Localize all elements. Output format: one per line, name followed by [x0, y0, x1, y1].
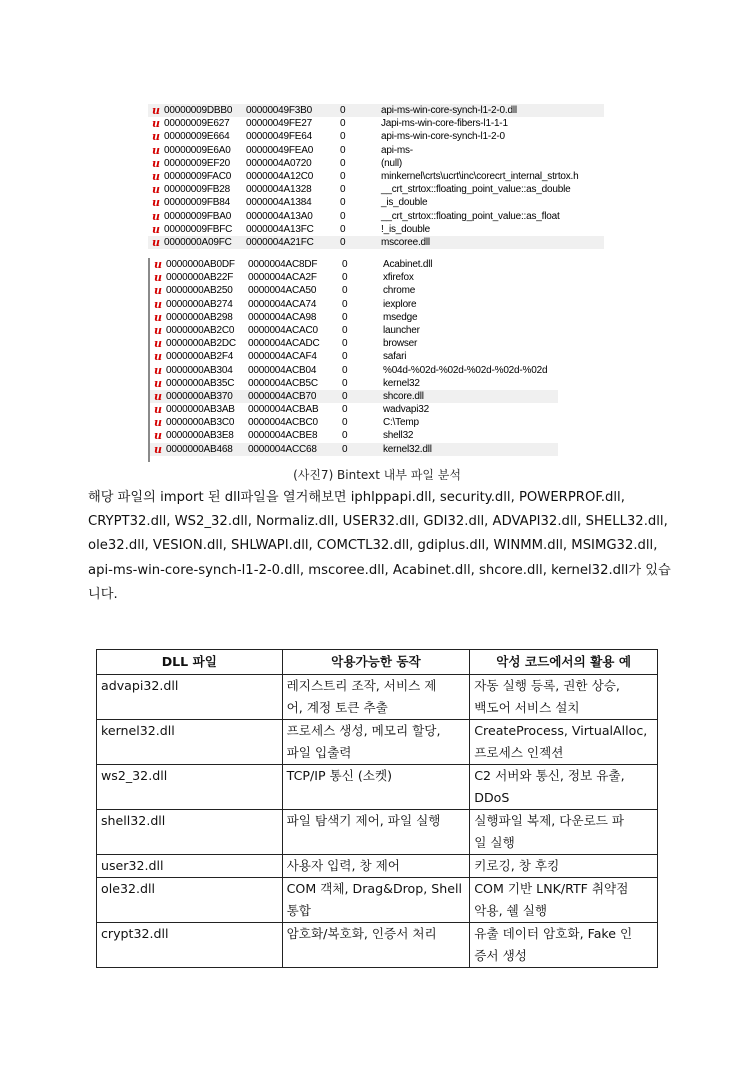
file-offset: 0000000AB2C0	[166, 324, 235, 336]
file-offset: 00000009E6A0	[164, 144, 231, 156]
string-text: api-ms-win-core-synch-l1-2-0	[381, 131, 505, 143]
table-row	[97, 923, 658, 968]
memory-offset: 00000049FE27	[246, 118, 312, 130]
dll-name-cell	[97, 810, 283, 855]
string-text: wadvapi32	[383, 404, 430, 416]
file-offset: 0000000AB298	[166, 311, 233, 323]
memory-offset: 0000004A12C0	[246, 170, 314, 182]
cell-line: 유출 데이터 암호화, Fake 인	[474, 926, 633, 941]
string-row	[148, 157, 604, 170]
string-text: _is_double	[381, 197, 428, 209]
malware-usage-cell	[470, 720, 658, 765]
string-text: safari	[383, 351, 407, 363]
string-row	[148, 183, 604, 196]
string-text: browser	[383, 338, 418, 350]
table-row	[97, 765, 658, 810]
unicode-type-icon: u	[154, 442, 162, 456]
file-offset: 0000000AB3C0	[166, 417, 235, 429]
cell-line: 프로세스 생성, 메모리 할당,	[286, 723, 441, 738]
string-text: shell32	[383, 430, 414, 442]
cell-line: 백도어 서비스 설치	[474, 700, 580, 715]
string-text: kernel32.dll	[383, 443, 432, 455]
cell-line: 파일 탐색기 제어, 파일 실행	[286, 813, 441, 828]
memory-offset: 0000004A13FC	[246, 223, 314, 235]
unicode-type-icon: u	[154, 310, 162, 324]
string-row	[148, 130, 604, 143]
cell-line: user32.dll	[101, 858, 164, 873]
string-text: %04d-%02d-%02d-%02d-%02d-%02d	[383, 364, 548, 376]
memory-offset: 0000004ACBE8	[248, 430, 318, 442]
dll-table	[96, 649, 658, 968]
unicode-type-icon: u	[154, 350, 162, 364]
abusable-action-cell	[282, 855, 470, 878]
unicode-type-icon: u	[154, 258, 162, 271]
malware-usage-cell	[470, 855, 658, 878]
memory-offset: 00000049FEA0	[246, 144, 314, 156]
cell-line: crypt32.dll	[101, 926, 169, 941]
unicode-type-icon: u	[152, 117, 160, 131]
file-offset: 00000009FB84	[164, 197, 230, 209]
dll-name-cell	[97, 878, 283, 923]
string-text: msedge	[383, 311, 418, 323]
string-text: !_is_double	[381, 223, 430, 235]
string-row	[150, 284, 558, 297]
file-offset: 0000000AB304	[166, 364, 233, 376]
file-offset: 00000009DBB0	[164, 105, 233, 116]
string-row	[150, 443, 558, 456]
cell-line: 암호화/복호화, 인증서 처리	[286, 926, 437, 941]
string-text: minkernel\crts\ucrt\inc\corecrt_internal_strtox.h	[381, 170, 579, 182]
abusable-action-cell	[282, 720, 470, 765]
dll-name-cell	[97, 720, 283, 765]
file-offset: 0000000A09FC	[164, 236, 232, 248]
string-text: __crt_strtox::floating_point_value::as_double	[381, 184, 571, 196]
abusable-action-cell	[282, 810, 470, 855]
string-id: 0	[340, 157, 346, 169]
memory-offset: 0000004ACA98	[248, 311, 317, 323]
cell-line: 사용자 입력, 창 제어	[286, 858, 400, 873]
cell-line: COM 기반 LNK/RTF 취약점	[474, 881, 629, 896]
cell-line: shell32.dll	[101, 813, 166, 828]
unicode-type-icon: u	[152, 104, 160, 117]
table-header-row	[97, 650, 658, 675]
cell-line: 증서 생성	[474, 948, 527, 963]
paragraph-line: 해당 파일의 import 된 dll파일을 열거해보면 iphlppapi.dll, security.dll, POWERPROF.dll,	[88, 490, 625, 505]
unicode-type-icon: u	[154, 376, 162, 390]
cell-line: 실행파일 복제, 다운로드 파	[474, 813, 625, 828]
string-id: 0	[340, 144, 346, 156]
cell-line: kernel32.dll	[101, 723, 175, 738]
unicode-type-icon: u	[152, 196, 160, 210]
cell-line: advapi32.dll	[101, 678, 179, 693]
unicode-type-icon: u	[154, 416, 162, 430]
abusable-action-cell	[282, 878, 470, 923]
paragraph-line: 니다.	[88, 586, 118, 602]
memory-offset: 0000004ACB04	[248, 364, 317, 376]
unicode-type-icon: u	[152, 183, 160, 197]
memory-offset: 0000004ACBAB	[248, 404, 319, 416]
cell-line: 일 실행	[474, 835, 515, 850]
cell-line: 어, 계정 토큰 추출	[286, 700, 388, 715]
header-abusable-action: 악용가능한 동작	[282, 650, 470, 675]
string-text: kernel32	[383, 377, 420, 389]
malware-usage-cell	[470, 923, 658, 968]
file-offset: 00000009E664	[164, 131, 230, 143]
string-row	[148, 144, 604, 157]
unicode-type-icon: u	[154, 337, 162, 351]
unicode-type-icon: u	[152, 222, 160, 236]
cell-line: CreateProcess, VirtualAlloc,	[474, 723, 648, 738]
string-id: 0	[342, 390, 348, 402]
string-row	[150, 416, 558, 429]
cell-line: 프로세스 인젝션	[474, 745, 564, 760]
file-offset: 0000000AB274	[166, 298, 233, 310]
cell-line: 파일 입출력	[286, 745, 352, 760]
string-text: shcore.dll	[383, 390, 424, 402]
unicode-type-icon: u	[152, 235, 160, 249]
file-offset: 00000009E627	[164, 118, 230, 130]
file-offset: 0000000AB468	[166, 443, 233, 455]
abusable-action-cell	[282, 923, 470, 968]
string-row	[150, 403, 558, 416]
memory-offset: 0000004AC8DF	[248, 259, 318, 270]
string-id: 0	[340, 197, 346, 209]
memory-offset: 0000004ACAC0	[248, 324, 318, 336]
string-row	[148, 210, 604, 223]
string-id: 0	[340, 105, 346, 116]
unicode-type-icon: u	[154, 284, 162, 298]
string-text: Japi-ms-win-core-fibers-l1-1-1	[381, 118, 508, 130]
string-text: C:\Temp	[383, 417, 419, 429]
memory-offset: 0000004ACA2F	[248, 272, 317, 284]
file-offset: 00000009FAC0	[164, 170, 232, 182]
cell-line: TCP/IP 통신 (소켓)	[286, 768, 393, 783]
header-malware-usage: 악성 코드에서의 활용 예	[470, 650, 658, 675]
string-row	[150, 298, 558, 311]
unicode-type-icon: u	[154, 429, 162, 443]
string-id: 0	[340, 210, 346, 222]
string-id: 0	[342, 351, 348, 363]
string-text: xfirefox	[383, 272, 414, 284]
string-id: 0	[342, 430, 348, 442]
string-row	[150, 364, 558, 377]
file-offset: 0000000AB0DF	[166, 259, 235, 270]
string-id: 0	[340, 223, 346, 235]
malware-usage-cell	[470, 675, 658, 720]
string-row	[150, 311, 558, 324]
cell-line: COM 객체, Drag&Drop, Shell	[286, 881, 462, 896]
string-text: api-ms-win-core-synch-l1-2-0.dll	[381, 105, 517, 116]
cell-line: C2 서버와 통신, 정보 유출,	[474, 768, 625, 783]
string-row	[148, 196, 604, 209]
memory-offset: 00000049FE64	[246, 131, 312, 143]
file-offset: 0000000AB2DC	[166, 338, 236, 350]
string-text: __crt_strtox::floating_point_value::as_float	[381, 210, 560, 222]
string-id: 0	[342, 404, 348, 416]
memory-offset: 0000004ACAF4	[248, 351, 317, 363]
string-text: api-ms-	[381, 144, 413, 156]
cell-line: DDoS	[474, 790, 510, 805]
string-row	[150, 377, 558, 390]
memory-offset: 0000004A1328	[246, 184, 312, 196]
string-id: 0	[340, 184, 346, 196]
dll-name-cell	[97, 675, 283, 720]
unicode-type-icon: u	[152, 169, 160, 183]
file-offset: 0000000AB3AB	[166, 404, 235, 416]
memory-offset: 0000004ACB5C	[248, 377, 318, 389]
string-text: (null)	[381, 157, 403, 169]
cell-line: 키로깅, 창 후킹	[474, 858, 560, 873]
unicode-type-icon: u	[152, 130, 160, 144]
file-offset: 0000000AB22F	[166, 272, 234, 284]
file-offset: 0000000AB35C	[166, 377, 235, 389]
cell-line: 통합	[286, 903, 311, 918]
string-row	[150, 324, 558, 337]
unicode-type-icon: u	[152, 156, 160, 170]
table-row	[97, 878, 658, 923]
string-id: 0	[342, 364, 348, 376]
memory-offset: 0000004A1384	[246, 197, 312, 209]
file-offset: 00000009FB28	[164, 184, 230, 196]
string-row	[150, 429, 558, 442]
paragraph-line: CRYPT32.dll, WS2_32.dll, Normaliz.dll, USER32.dll, GDI32.dll, ADVAPI32.dll, SHELL32.dll,	[88, 514, 668, 530]
cell-line: ole32.dll	[101, 881, 155, 896]
file-offset: 0000000AB2F4	[166, 351, 234, 363]
body-paragraph	[88, 486, 678, 607]
string-text: mscoree.dll	[381, 236, 430, 248]
memory-offset: 0000004ACA50	[248, 285, 317, 297]
memory-offset: 0000004ACC68	[248, 443, 317, 455]
unicode-type-icon: u	[154, 363, 162, 377]
unicode-type-icon: u	[152, 143, 160, 157]
string-id: 0	[342, 285, 348, 297]
table-row	[97, 810, 658, 855]
table-row	[97, 855, 658, 878]
abusable-action-cell	[282, 675, 470, 720]
string-id: 0	[342, 259, 348, 270]
table-row	[97, 675, 658, 720]
header-dll-file: DLL 파일	[97, 650, 283, 675]
cell-line: ws2_32.dll	[101, 768, 168, 783]
cell-line: 자동 실행 등록, 권한 상승,	[474, 678, 620, 693]
memory-offset: 0000004ACBC0	[248, 417, 318, 429]
string-id: 0	[342, 443, 348, 455]
string-row	[150, 350, 558, 363]
string-row	[150, 337, 558, 350]
bintext-screenshot-bottom	[148, 258, 558, 462]
memory-offset: 0000004A13A0	[246, 210, 313, 222]
string-row	[148, 236, 604, 249]
malware-usage-cell	[470, 878, 658, 923]
string-row	[150, 390, 558, 403]
string-row	[148, 223, 604, 236]
memory-offset: 0000004ACADC	[248, 338, 320, 350]
unicode-type-icon: u	[154, 297, 162, 311]
malware-usage-cell	[470, 765, 658, 810]
string-id: 0	[342, 324, 348, 336]
malware-usage-cell	[470, 810, 658, 855]
unicode-type-icon: u	[152, 209, 160, 223]
dll-name-cell	[97, 855, 283, 878]
file-offset: 0000000AB250	[166, 285, 233, 297]
memory-offset: 0000004ACA74	[248, 298, 317, 310]
string-text: iexplore	[383, 298, 417, 310]
string-id: 0	[342, 272, 348, 284]
unicode-type-icon: u	[154, 403, 162, 417]
string-id: 0	[340, 131, 346, 143]
unicode-type-icon: u	[154, 271, 162, 285]
dll-name-cell	[97, 923, 283, 968]
file-offset: 00000009FBA0	[164, 210, 232, 222]
unicode-type-icon: u	[154, 323, 162, 337]
paragraph-line: api-ms-win-core-synch-l1-2-0.dll, mscoree.dll, Acabinet.dll, shcore.dll, kernel32.dll가 있습	[88, 562, 671, 578]
file-offset: 00000009FBFC	[164, 223, 233, 235]
dll-name-cell	[97, 765, 283, 810]
memory-offset: 0000004A0720	[246, 157, 312, 169]
string-row	[148, 170, 604, 183]
bintext-screenshot-top	[148, 104, 604, 254]
string-id: 0	[342, 338, 348, 350]
string-text: chrome	[383, 285, 416, 297]
figure-caption: (사진7) Bintext 내부 파일 분석	[293, 468, 461, 482]
string-id: 0	[342, 417, 348, 429]
string-id: 0	[340, 236, 346, 248]
file-offset: 0000000AB370	[166, 390, 233, 402]
cell-line: 레지스트리 조작, 서비스 제	[286, 678, 437, 693]
string-id: 0	[342, 377, 348, 389]
string-id: 0	[342, 311, 348, 323]
string-row	[150, 258, 558, 271]
string-row	[148, 104, 604, 117]
string-text: Acabinet.dll	[383, 259, 433, 270]
string-id: 0	[340, 118, 346, 130]
string-id: 0	[342, 298, 348, 310]
memory-offset: 0000004ACB70	[248, 390, 317, 402]
string-row	[148, 117, 604, 130]
memory-offset: 00000049F3B0	[246, 105, 312, 116]
cell-line: 악용, 쉘 실행	[474, 903, 548, 918]
string-id: 0	[340, 170, 346, 182]
abusable-action-cell	[282, 765, 470, 810]
string-text: launcher	[383, 324, 420, 336]
paragraph-line: ole32.dll, VESION.dll, SHLWAPI.dll, COMCTL32.dll, gdiplus.dll, WINMM.dll, MSIMG32.dll,	[88, 538, 658, 554]
string-row	[150, 271, 558, 284]
unicode-type-icon: u	[154, 389, 162, 403]
file-offset: 00000009EF20	[164, 157, 230, 169]
memory-offset: 0000004A21FC	[246, 236, 314, 248]
file-offset: 0000000AB3E8	[166, 430, 234, 442]
table-row	[97, 720, 658, 765]
